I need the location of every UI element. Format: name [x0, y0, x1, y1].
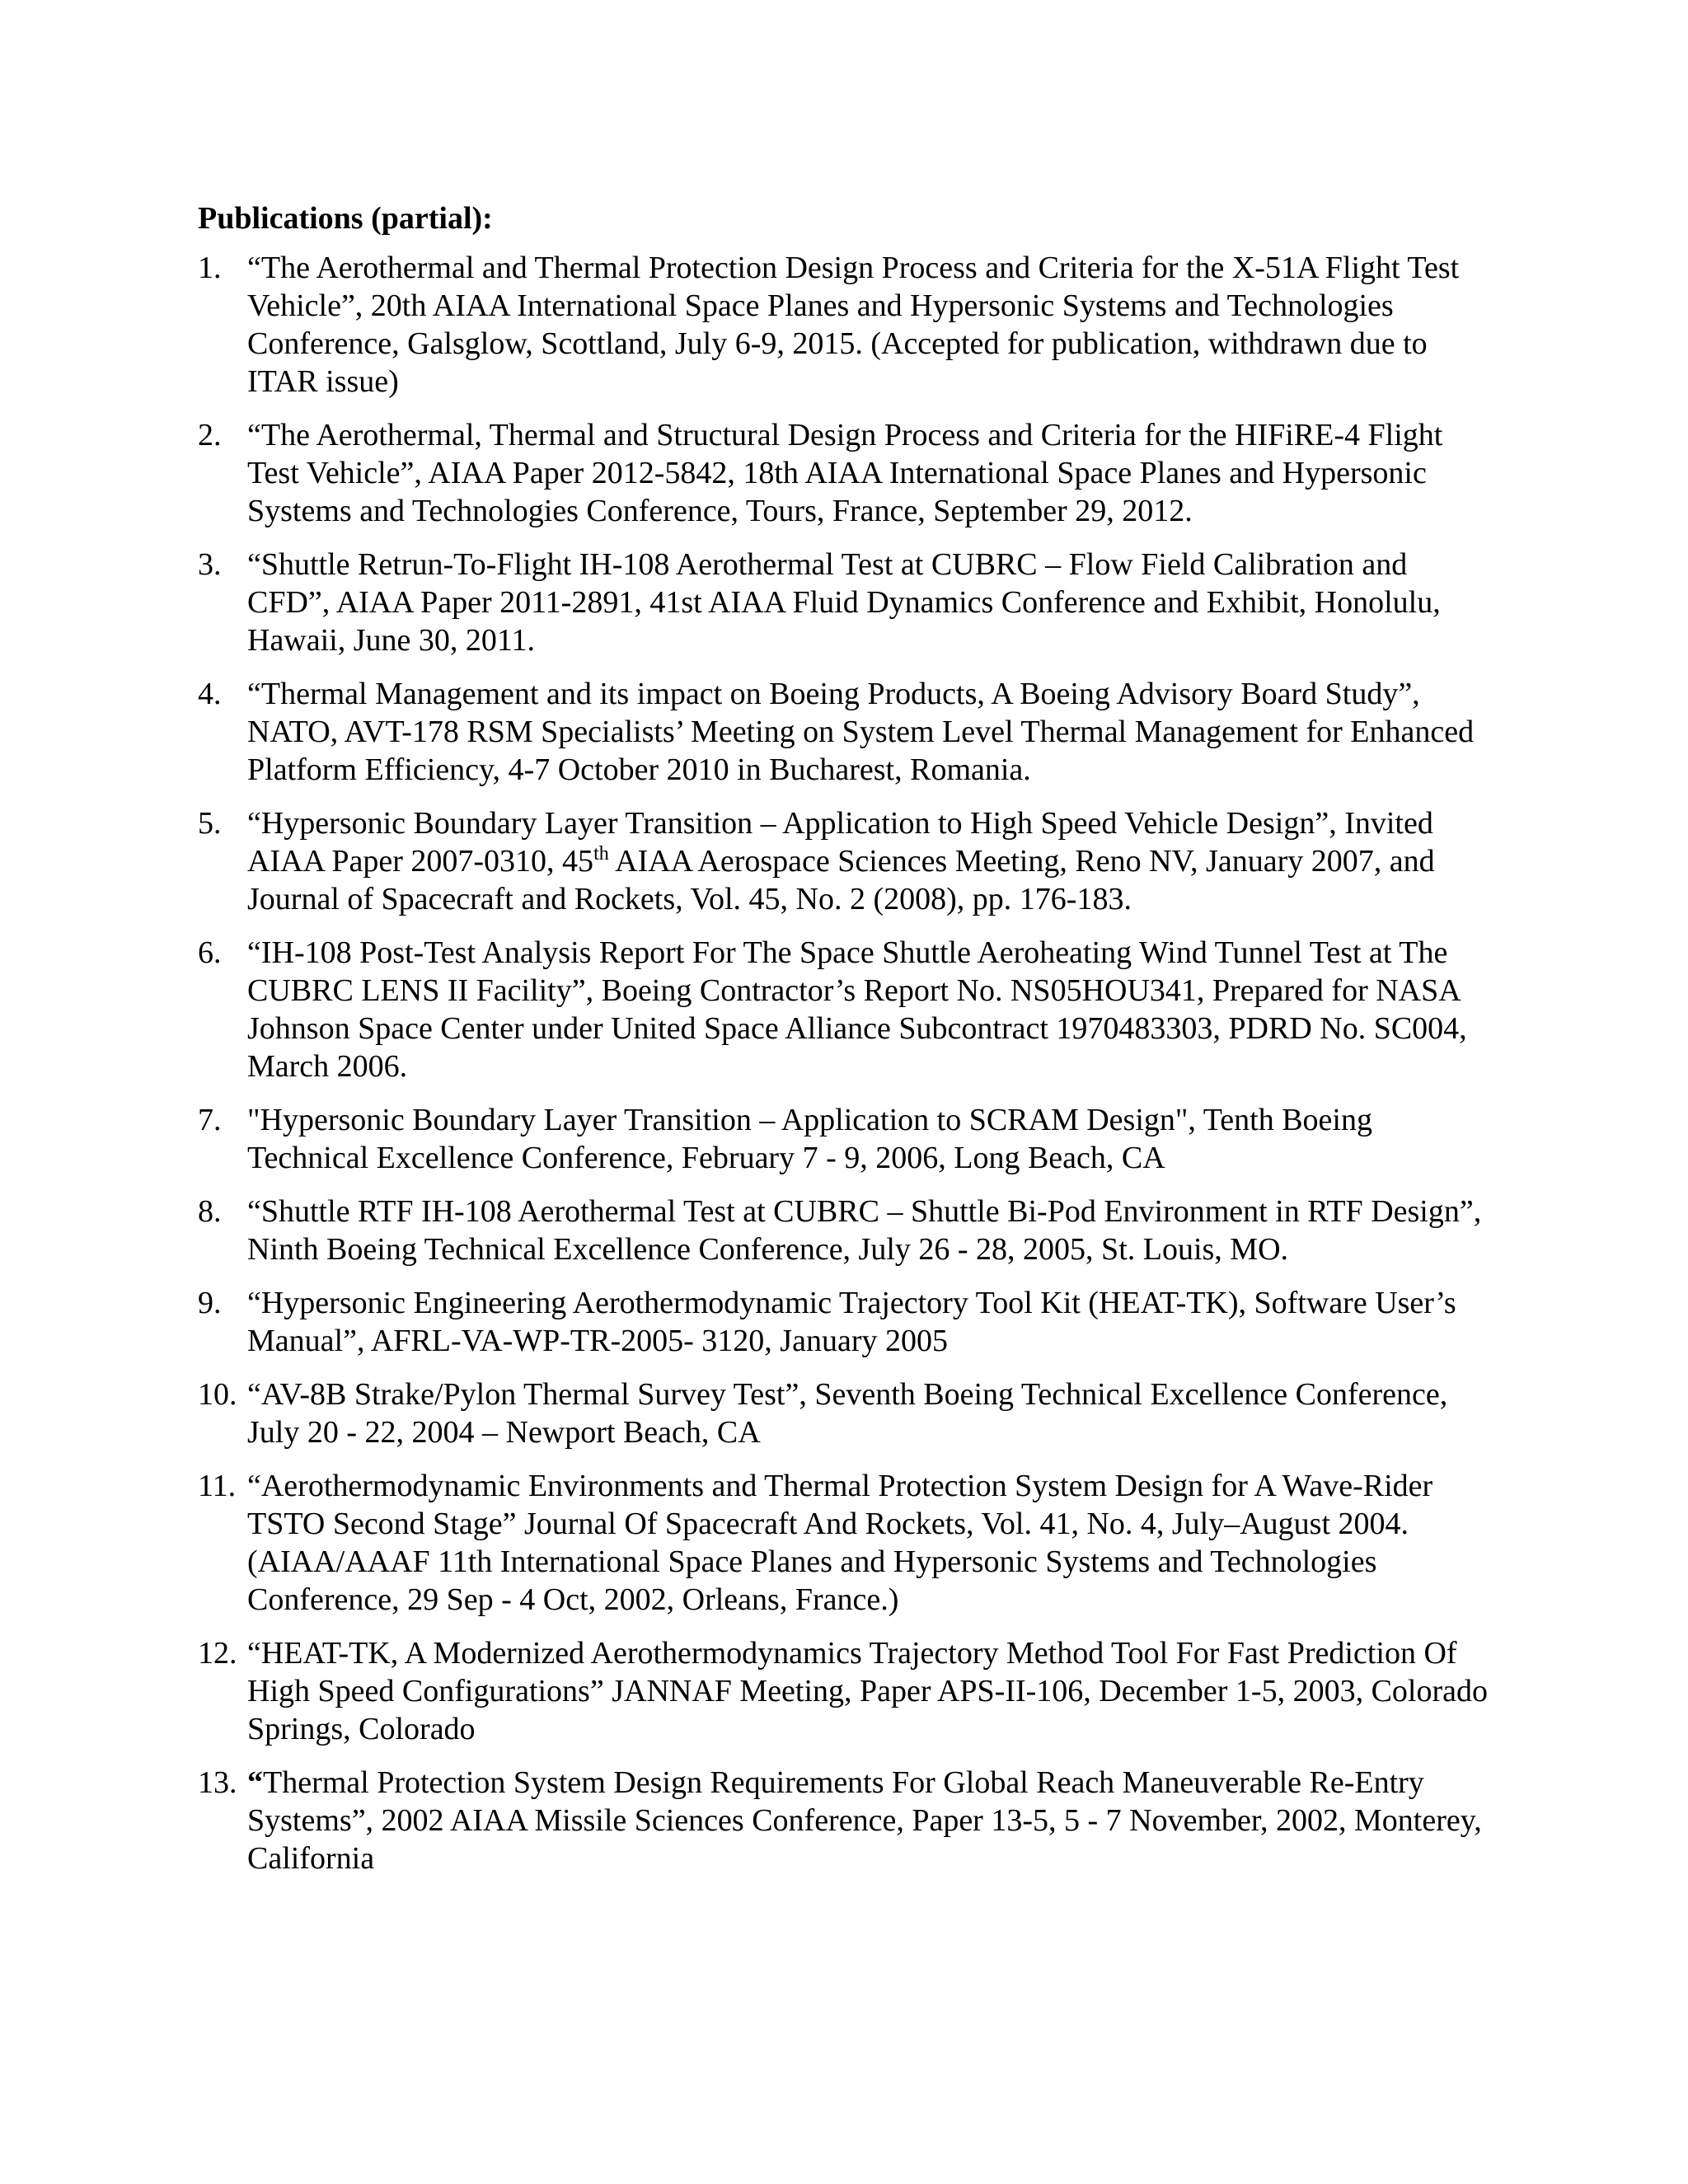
publication-citation: “Shuttle RTF IH-108 Aerothermal Test at CUBRC – Shuttle Bi-Pod Environment in RTF Design”, Ninth Boeing Technical Excellence Conference, July 26 - 28, 2005, St. Louis, MO. — [247, 1194, 1482, 1267]
publication-item — [198, 1284, 1488, 1360]
publication-item — [198, 416, 1488, 530]
publications-heading: Publications (partial): — [198, 201, 493, 236]
publication-citation: “Shuttle Retrun-To-Flight IH-108 Aerothermal Test at CUBRC – Flow Field Calibration and CFD”, AIAA Paper 2011-2891, 41st AIAA Fluid Dynamics Conference and Exhibit, Honolulu, Hawaii, June 30, 2011. — [247, 547, 1441, 658]
publication-citation: “HEAT-TK, A Modernized Aerothermodynamics Trajectory Method Tool For Fast Prediction Of High Speed Configurations” JANNAF Meeting, Paper APS-II-106, December 1-5, 2003, Colorado Springs, Colorado — [247, 1636, 1488, 1746]
publication-citation: “The Aerothermal and Thermal Protection Design Process and Criteria for the X-51A Flight Test Vehicle”, 20th AIAA International Space Planes and Hypersonic Systems and Technologies Conference, Galsglow, Scottland, July 6-9, 2015. (Accepted for publication, withdrawn due to ITAR issue) — [247, 251, 1460, 399]
publication-citation: “IH-108 Post-Test Analysis Report For The Space Shuttle Aeroheating Wind Tunnel Test at The CUBRC LENS II Facility”, Boeing Contractor’s Report No. NS05HOU341, Prepared for NASA Johnson Space Center under United Space Alliance Subcontract 1970483303, PDRD No. SC004, March 2006. — [247, 935, 1467, 1084]
publication-citation — [247, 1764, 1488, 1877]
ordinal-superscript: th — [593, 843, 609, 865]
publication-item — [198, 1634, 1488, 1748]
publication-number: 8. — [198, 1194, 222, 1229]
bold-open-quote: “ — [247, 1765, 263, 1800]
publication-number: 3. — [198, 547, 222, 582]
publication-citation: “The Aerothermal, Thermal and Structural Design Process and Criteria for the HIFiRE-4 Flight Test Vehicle”, AIAA Paper 2012-5842, 18th AIAA International Space Planes and Hypersonic Systems and Technologies Conference, Tours, France, September 29, 2012. — [247, 418, 1443, 528]
publication-item — [198, 546, 1488, 659]
publication-number: 10. — [198, 1377, 237, 1412]
publication-citation: "Hypersonic Boundary Layer Transition – Application to SCRAM Design", Tenth Boeing Technical Excellence Conference, February 7 - 9, 2006, Long Beach, CA — [247, 1103, 1372, 1175]
publication-number: 4. — [198, 677, 222, 711]
publication-item — [198, 249, 1488, 401]
publication-item — [198, 934, 1488, 1085]
publication-number: 13. — [198, 1765, 237, 1800]
publication-number: 11. — [198, 1469, 237, 1503]
publication-item — [198, 804, 1488, 918]
publication-number: 5. — [198, 806, 222, 841]
publication-citation: “Aerothermodynamic Environments and Thermal Protection System Design for A Wave-Rider TSTO Second Stage” Journal Of Spacecraft And Rockets, Vol. 41, No. 4, July–August 2004. (AIAA/AAAF 11th International Space Planes and Hypersonic Systems and Technologies Conference, 29 Sep - 4 Oct, 2002, Orleans, France.) — [247, 1469, 1433, 1617]
citation-text-before: “Hypersonic Boundary Layer Transition – Application to High Speed Vehicle Design”, Invited AIAA Paper 2007-0310, 45 — [247, 806, 1433, 879]
publication-citation: “Thermal Management and its impact on Boeing Products, A Boeing Advisory Board Study”, NATO, AVT-178 RSM Specialists’ Meeting on System Level Thermal Management for Enhanced Platform Efficiency, 4-7 October 2010 in Bucharest, Romania. — [247, 677, 1475, 787]
publication-item — [198, 1101, 1488, 1177]
publication-item — [198, 1467, 1488, 1619]
publication-item — [198, 675, 1488, 789]
publication-number: 6. — [198, 935, 222, 970]
publication-citation: “AV-8B Strake/Pylon Thermal Survey Test”, Seventh Boeing Technical Excellence Conference, July 20 - 22, 2004 – Newport Beach, CA — [247, 1377, 1448, 1450]
publication-number: 12. — [198, 1636, 237, 1671]
publication-citation — [247, 804, 1488, 918]
publications-list — [198, 249, 1488, 1877]
publication-citation: “Hypersonic Engineering Aerothermodynamic Trajectory Tool Kit (HEAT-TK), Software User’s Manual”, AFRL-VA-WP-TR-2005- 3120, January 2005 — [247, 1286, 1456, 1358]
publication-item — [198, 1764, 1488, 1877]
publication-number: 9. — [198, 1286, 222, 1320]
publication-item — [198, 1376, 1488, 1451]
citation-text-after: AIAA Aerospace Sciences Meeting, Reno NV, January 2007, and Journal of Spacecraft and Rockets, Vol. 45, No. 2 (2008), pp. 176-183. — [247, 844, 1435, 916]
publication-number: 2. — [198, 418, 222, 452]
citation-text-after: Thermal Protection System Design Requirements For Global Reach Maneuverable Re-Entry Systems”, 2002 AIAA Missile Sciences Conference, Paper 13-5, 5 - 7 November, 2002, Monterey, California — [247, 1765, 1482, 1876]
document-content — [198, 199, 1488, 1893]
publication-number: 7. — [198, 1103, 222, 1137]
publication-number: 1. — [198, 251, 222, 285]
publication-item — [198, 1193, 1488, 1268]
